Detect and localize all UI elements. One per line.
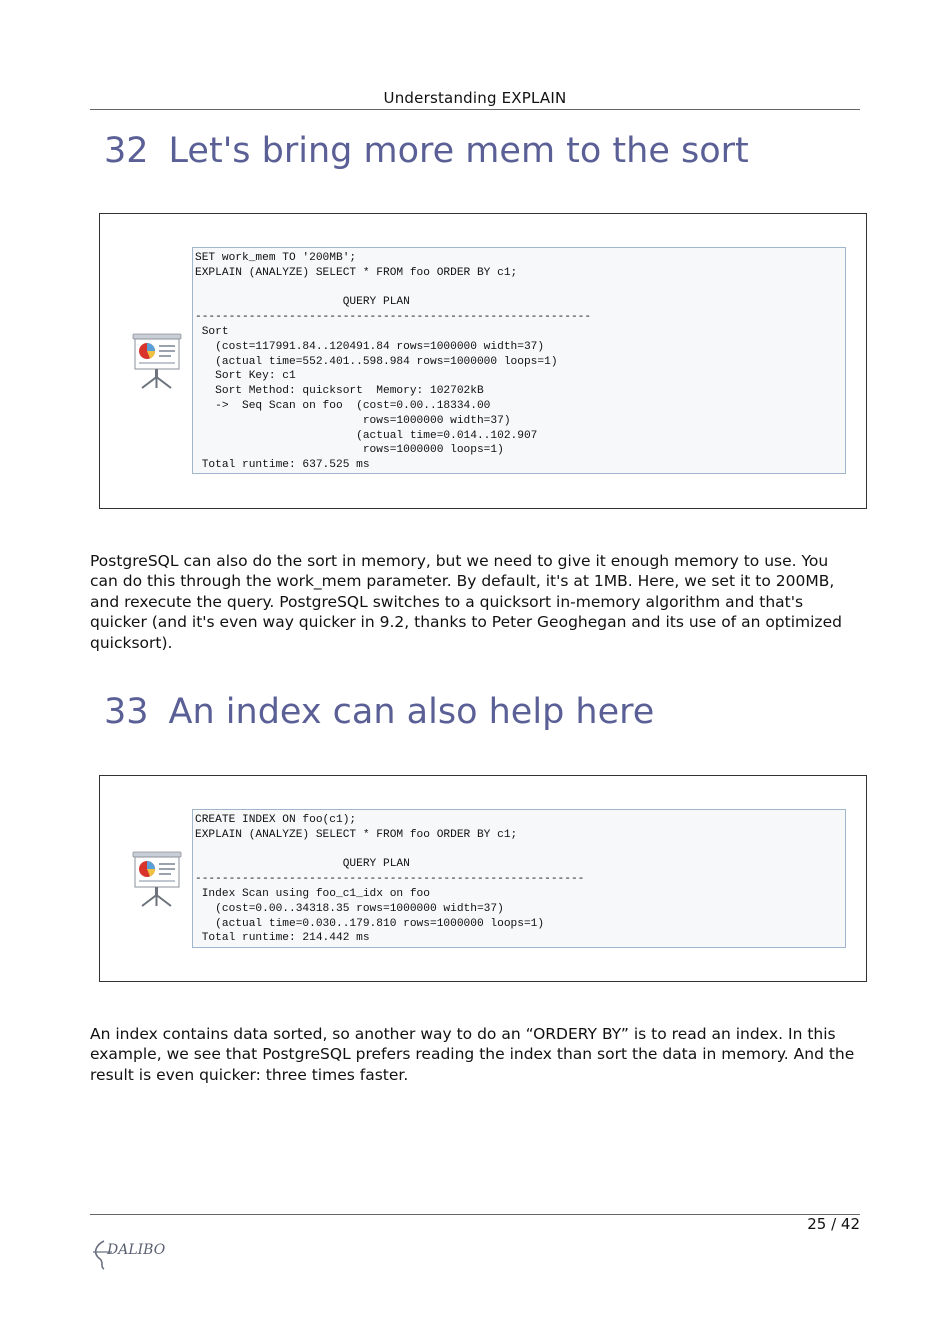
section-number: 33 — [104, 692, 149, 732]
running-header: Understanding EXPLAIN — [383, 89, 567, 107]
presentation-icon — [130, 850, 184, 908]
dalibo-logo — [90, 1235, 165, 1271]
footer-divider — [90, 1214, 860, 1215]
code-text: SET work_mem TO '200MB'; EXPLAIN (ANALYZE) SELECT * FROM foo ORDER BY c1; QUERY PLAN ----------------------------------------------------------- Sort (cost=117991.84..120491.84 rows=1000000 width=37) (actual time=552.401..598.984 rows=1000000 loops=1) Sort Key: c1 Sort Method: quicksort Memory: 102702kB -> Seq Scan on foo (cost=0.00..18334.00 rows=1000000 width=37) (actual time=0.014..102.907 rows=1000000 loops=1) Total runtime: 637.525 ms — [195, 252, 592, 472]
section-title: An index can also help here — [168, 692, 655, 732]
header-divider — [90, 109, 860, 110]
slide-frame — [99, 775, 867, 982]
body-paragraph: An index contains data sorted, so another way to do an “ORDERY BY” is to read an index. In this example, we see that PostgreSQL prefers reading the index than sort the data in memory. And the result is even quicker: three times faster. — [90, 1025, 855, 1084]
logo-text: DALIBO — [107, 1242, 165, 1258]
page-number: 25 / 42 — [807, 1215, 860, 1233]
section-heading-33 — [104, 692, 654, 732]
code-block — [192, 247, 846, 474]
presentation-icon — [130, 332, 184, 390]
body-paragraph: PostgreSQL can also do the sort in memory, but we need to give it enough memory to use. You can do this through the work_mem parameter. By default, it's at 1MB. Here, we set it to 200MB, and rexecute the query. PostgreSQL switches to a quicksort in-memory algorithm and that's quicker (and it's even way quicker in 9.2, thanks to Peter Geoghegan and its use of an optimized quicksort). — [90, 552, 842, 652]
section-title: Let's bring more mem to the sort — [168, 131, 749, 171]
section-heading-32 — [104, 131, 749, 171]
code-block — [192, 809, 846, 948]
code-text: CREATE INDEX ON foo(c1); EXPLAIN (ANALYZE) SELECT * FROM foo ORDER BY c1; QUERY PLAN ---------------------------------------------------------- Index Scan using foo_c1_idx on foo (cost=0.00..34318.35 rows=1000000 width=37) (actual time=0.030..179.810 rows=1000000 loops=1) Total runtime: 214.442 ms — [195, 814, 585, 945]
slide-frame — [99, 213, 867, 509]
section-number: 32 — [104, 131, 149, 171]
